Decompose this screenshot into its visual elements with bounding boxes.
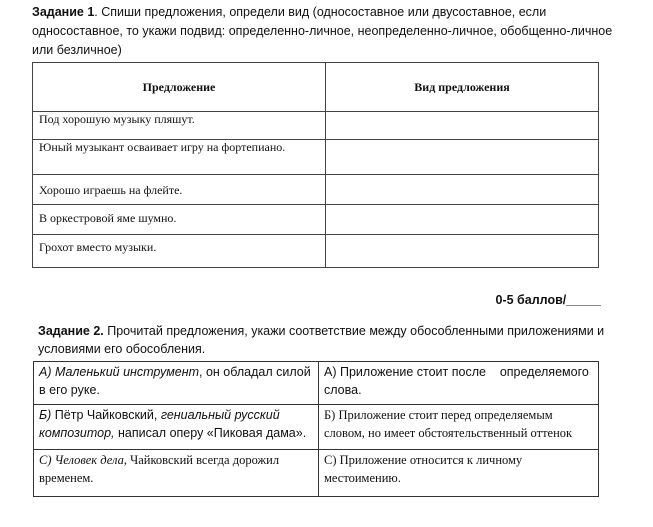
condition-cell: Б) Приложение стоит перед определяемым словом, но имеет обстоятельственный оттенок [319,405,599,450]
appositive: гениальный русский композитор, [39,408,280,440]
task2-text: Прочитай предложения, укажи соответствие между обособленными приложениями и условиями его обособления. [38,324,605,356]
header-type: Вид предложения [326,63,599,112]
table-row [33,235,599,268]
sentence-cell: Грохот вместо музыки. [33,235,326,268]
table-row [33,112,599,140]
sentence-cell: Под хорошую музыку пляшут. [33,112,326,140]
task2-label: Задание 2. [38,324,104,338]
table-row [34,362,599,405]
example-cell [34,450,319,497]
task1-score: 0-5 баллов/_____ [495,293,601,307]
answer-cell[interactable] [326,235,599,268]
answer-cell[interactable] [326,205,599,235]
item-letter: Б) [39,408,55,422]
table-row [33,140,599,175]
condition-cell: А) Приложение стоит после определяемого слова. [319,362,599,405]
table-row [33,175,599,205]
task1-text: . Спиши предложения, определи вид (односоставное или двусоставное, если односоставное, то укажи подвид: определенно-личное, неопределенно-личное, обобщенно-личное или безличное) [32,5,613,57]
sentence-start: Пётр Чайковский, [54,408,161,422]
header-sentence: Предложение [33,63,326,112]
task2-instructions [38,322,618,358]
appositive: А) Маленький инструмент [39,365,200,379]
table-row [33,205,599,235]
answer-cell[interactable] [326,140,599,175]
condition-cell: С) Приложение относится к личному местоимению. [319,450,599,497]
table-row [34,405,599,450]
example-cell [34,362,319,405]
appositive: С) Человек дела, [39,453,127,467]
answer-cell[interactable] [326,175,599,205]
sentence-cell: Юный музыкант осваивает игру на фортепиано. [33,140,326,175]
table-row [34,450,599,497]
task1-instructions [32,3,622,60]
table-header [33,63,599,112]
answer-cell[interactable] [326,112,599,140]
sentence-cell: В оркестровой яме шумно. [33,205,326,235]
task1-label: Задание 1 [32,5,95,19]
example-cell [34,405,319,450]
sentence-rest: , он обладал силой в его руке. [39,365,311,397]
sentence-rest: написал оперу «Пиковая дама». [114,426,307,440]
task1-table [32,62,599,268]
sentence-cell: Хорошо играешь на флейте. [33,175,326,205]
sentence-rest: Чайковский всегда дорожил временем. [39,453,280,485]
task2-table [33,361,599,497]
